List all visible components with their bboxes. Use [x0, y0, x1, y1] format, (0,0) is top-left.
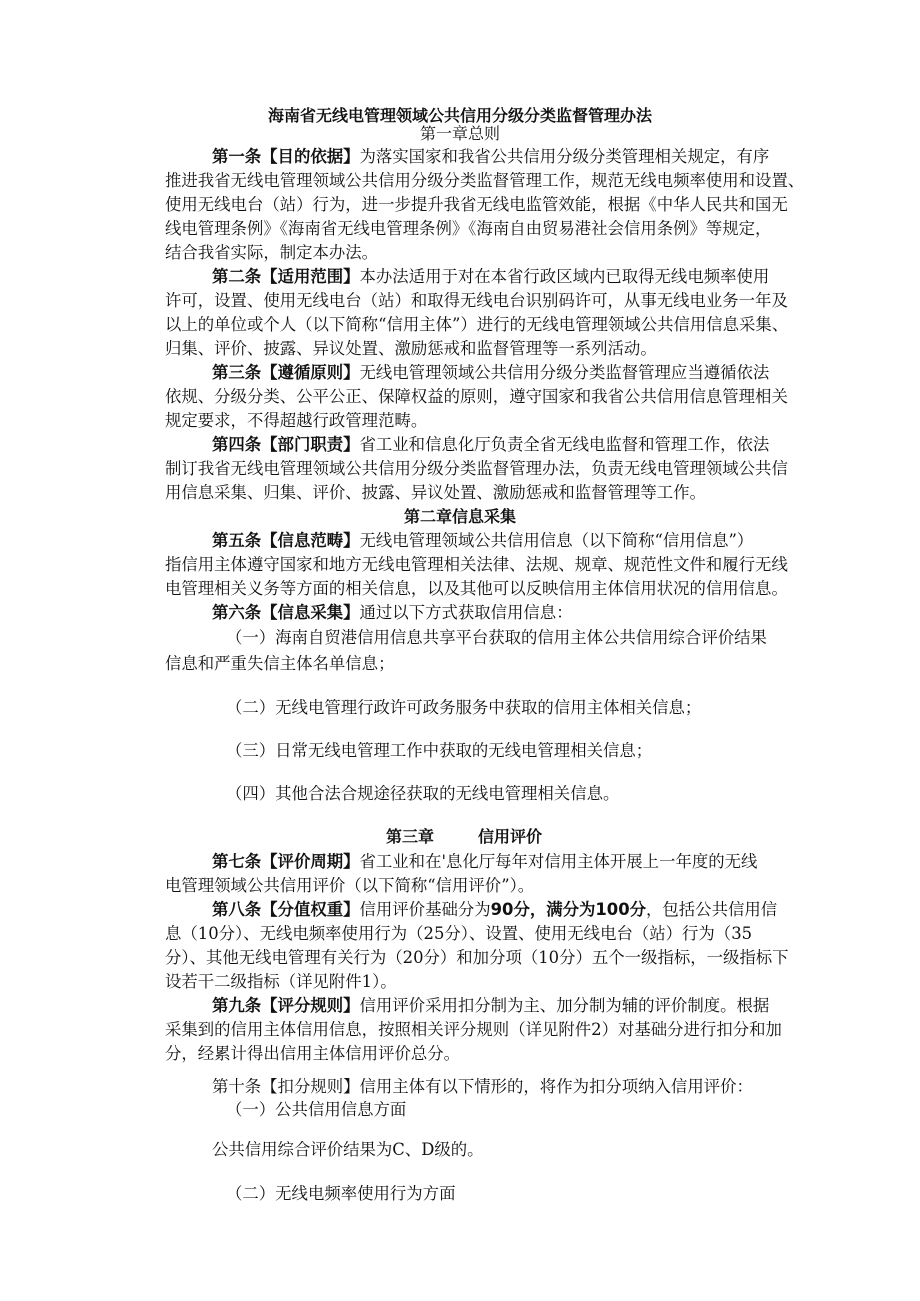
article-1-line-5: 结合我省实际，制定本办法。 — [165, 243, 379, 262]
article-6-item-2: （二）无线电管理行政许可政务服务中获取的信用主体相关信息； — [226, 698, 702, 717]
article-5-text: 无线电管理领域公共信用信息（以下简称“信用信息”） — [359, 531, 754, 550]
article-1-label: 第一条【目的依据】 — [212, 147, 360, 166]
article-6-item-3: （三）日常无线电管理工作中获取的无线电管理相关信息； — [226, 741, 653, 760]
article-2-label: 第二条【适用范围】 — [212, 267, 360, 286]
article-10-section-2: （二）无线电频率使用行为方面 — [226, 1184, 456, 1203]
article-6-label: 第六条【信息采集】 — [212, 603, 360, 622]
article-7-label: 第七条【评价周期】 — [212, 852, 360, 871]
article-8-label: 第八条【分值权重】 — [212, 900, 360, 919]
article-9-label: 第九条【评分规则】 — [212, 996, 360, 1015]
article-8-line-4: 设若干二级指标（详见附件1）。 — [165, 972, 397, 991]
article-7 — [212, 850, 787, 874]
article-3-label: 第三条【遵循原则】 — [212, 363, 360, 382]
article-6-item-1-cont: 信息和严重失信主体名单信息； — [165, 654, 395, 673]
document-title: 海南省无线电管理领域公共信用分级分类监督管理办法 — [267, 106, 652, 125]
article-8-line-2: 息（10分）、无线电频率使用行为（25分）、设置、使用无线电台（站）行为（35 — [165, 924, 753, 943]
article-3 — [212, 361, 787, 385]
chapter-1-heading: 第一章总则 — [419, 124, 500, 143]
article-8-full-score: 100分 — [595, 900, 647, 919]
article-1-text: 为落实国家和我省公共信用分级分类管理相关规定，有序 — [359, 147, 770, 166]
article-4-line-3: 用信息采集、归集、评价、披露、异议处置、激励惩戒和监督管理等工作。 — [165, 483, 706, 502]
article-5-line-3: 电管理相关义务等方面的相关信息，以及其他可以反映信用主体信用状况的信用信息。 — [165, 579, 788, 598]
article-4-text: 省工业和信息化厅负责全省无线电监督和管理工作，依法 — [359, 435, 770, 454]
article-9 — [212, 994, 787, 1018]
article-9-text: 信用评价采用扣分制为主、加分制为辅的评价制度。根据 — [359, 996, 770, 1015]
article-6-item-1: （一）海南自贸港信用信息共享平台获取的信用主体公共信用综合评价结果 — [226, 628, 767, 647]
chapter-3-name: 信用评价 — [478, 827, 543, 846]
article-1-line-2: 推进我省无线电管理领域公共信用分级分类监督管理工作，规范无线电频率使用和设置、 — [165, 171, 805, 190]
article-5-line-2: 指信用主体遵守国家和地方无线电管理相关法律、法规、规章、规范性文件和履行无线 — [165, 555, 788, 574]
article-6-item-4: （四）其他合法合规途径获取的无线电管理相关信息。 — [226, 784, 620, 803]
article-5-label: 第五条【信息范畴】 — [212, 531, 360, 550]
article-8-line-3: 分）、其他无线电管理有关行为（20分）和加分项（10分）五个一级指标，一级指标下 — [165, 948, 789, 967]
article-9-line-3: 分，经累计得出信用主体信用评价总分。 — [165, 1044, 461, 1063]
article-5 — [212, 529, 787, 553]
article-6-text: 通过以下方式获取信用信息： — [359, 603, 573, 622]
article-4-line-2: 制订我省无线电管理领域公共信用分级分类监督管理办法，负责无线电管理领域公共信 — [165, 459, 788, 478]
article-2-text: 本办法适用于对在本省行政区域内已取得无线电频率使用 — [359, 267, 770, 286]
article-10: 第十条【扣分规则】信用主体有以下情形的，将作为扣分项纳入信用评价： — [212, 1077, 753, 1096]
article-1-line-4: 线电管理条例》《海南省无线电管理条例》《海南自由贸易港社会信用条例》等规定， — [165, 219, 772, 238]
chapter-3-number: 第三章 — [386, 827, 435, 846]
article-4-label: 第四条【部门职责】 — [212, 435, 360, 454]
article-7-text: 省工业和在'息化厅每年对信用主体开展上一年度的无线 — [359, 852, 758, 871]
article-3-line-2: 依规、分级分类、公平公正、保障权益的原则，遵守国家和我省公共信用信息管理相关 — [165, 387, 788, 406]
article-1 — [212, 145, 787, 169]
article-2-line-4: 归集、评价、披露、异议处置、激励惩戒和监督管理等一系列活动。 — [165, 339, 657, 358]
article-2-line-3: 以上的单位或个人（以下简称“信用主体”）进行的无线电管理领域公共信用信息采集、 — [165, 315, 789, 334]
article-6 — [212, 601, 787, 625]
article-9-line-2: 采集到的信用主体信用信息，按照相关评分规则（详见附件2）对基础分进行扣分和加 — [165, 1020, 782, 1039]
article-3-text: 无线电管理领域公共信用分级分类监督管理应当遵循依法 — [359, 363, 770, 382]
article-10-section-1-text: 公共信用综合评价结果为C、D级的。 — [212, 1140, 484, 1159]
article-8 — [212, 898, 787, 922]
article-3-line-3: 规定要求，不得超越行政管理范畴。 — [165, 411, 428, 430]
article-8-text-a: 信用评价基础分为 — [359, 900, 491, 919]
article-2 — [212, 265, 787, 289]
article-8-text-c: ，包括公共信用信 — [646, 900, 778, 919]
article-8-base-score: 90分 — [490, 900, 530, 919]
article-4 — [212, 433, 787, 457]
article-7-line-2: 电管理领域公共信用评价（以下简称“信用评价”）。 — [165, 876, 535, 895]
chapter-2-heading: 第二章信息采集 — [403, 507, 516, 526]
article-2-line-2: 许可，设置、使用无线电台（站）和取得无线电台识别码许可，从事无线电业务一年及 — [165, 291, 788, 310]
chapter-3-heading — [386, 825, 586, 849]
article-1-line-3: 使用无线电台（站）行为，进一步提升我省无线电监管效能，根据《中华人民共和国无 — [165, 195, 788, 214]
article-10-section-1: （一）公共信用信息方面 — [226, 1100, 407, 1119]
article-8-text-b: ，满分为 — [529, 900, 596, 919]
